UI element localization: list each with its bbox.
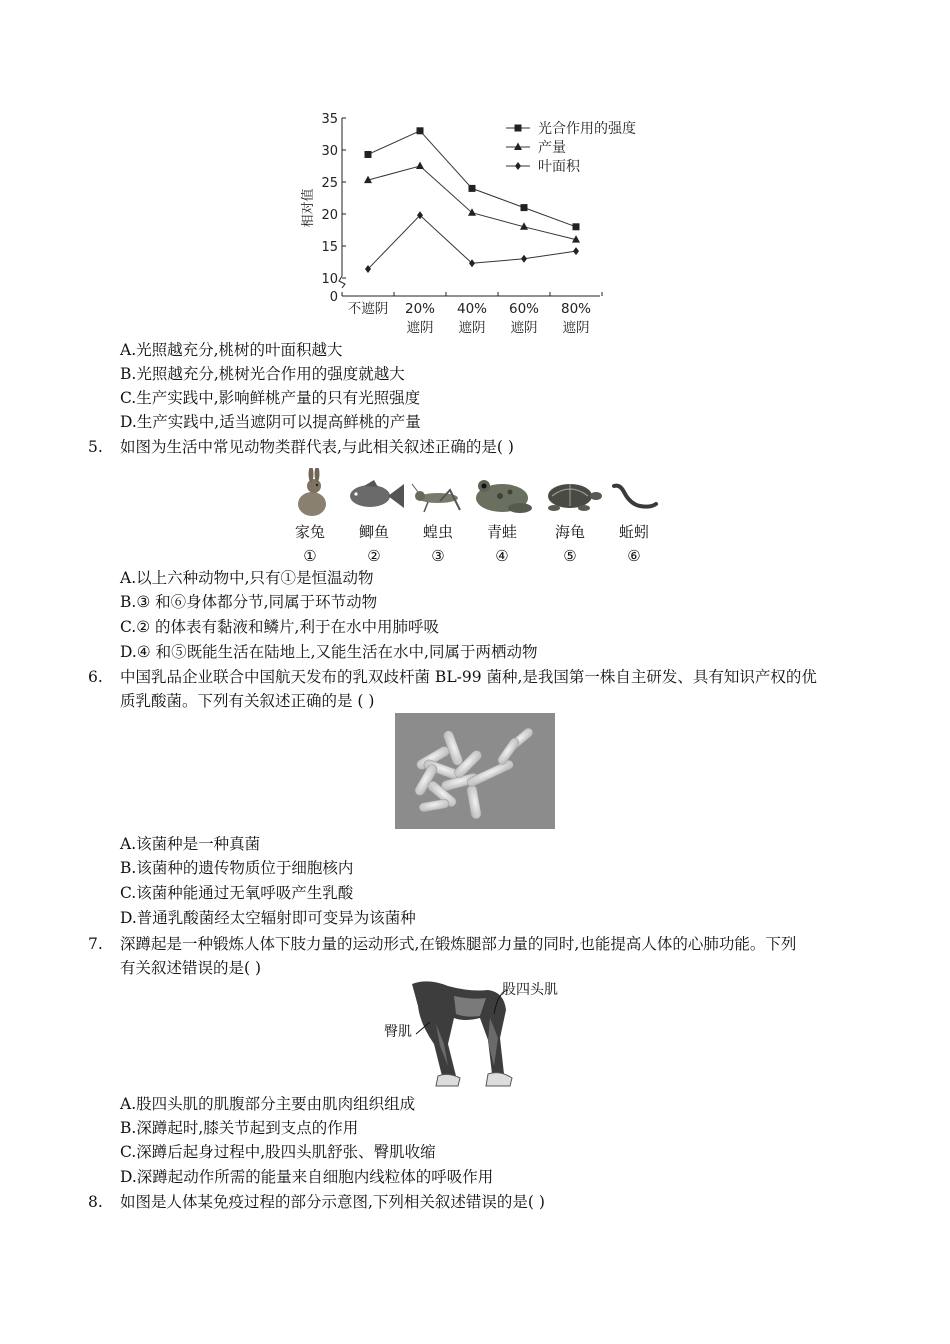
animal-index-3: ③ (431, 547, 445, 565)
y-tick-label: 25 (321, 176, 338, 191)
q7-stem-line1: 深蹲起是一种锻炼人体下肢力量的运动形式,在锻炼腿部力量的同时,也能提高人体的心肺功能。下列 (120, 935, 797, 953)
q5-option-a: A.以上六种动物中,只有①是恒温动物 (120, 569, 374, 587)
legend-label-3: 叶面积 (538, 159, 580, 175)
q4-option-d: D.生产实践中,适当遮阴可以提高鲜桃的产量 (120, 413, 421, 431)
diamond-marker (469, 259, 475, 267)
q7-stem-line2: 有关叙述错误的是( ) (120, 959, 262, 977)
q6-stem-line1: 中国乳品企业联合中国航天发布的乳双歧杆菌 BL-99 菌种,是我国第一株自主研发、具有知识产权的优 (120, 668, 817, 686)
rabbit-icon (292, 468, 332, 518)
bacteria-micrograph (395, 713, 555, 829)
glute-pointer-line (414, 1018, 434, 1038)
frog-icon (470, 472, 534, 516)
q6-number: 6. (88, 668, 103, 686)
earthworm-icon (610, 482, 660, 512)
legend-triangle-marker (514, 143, 522, 151)
gluteus-label: 臀肌 (384, 1024, 412, 1040)
x-tick-label: 遮阴 (510, 320, 538, 336)
animal-index-1: ① (303, 547, 317, 565)
y-tick-label: 20 (321, 208, 338, 223)
animal-name-3: 蝗虫 (422, 523, 453, 541)
square-marker (521, 204, 528, 211)
quadriceps-label: 股四头肌 (502, 982, 558, 998)
legend-label-1: 光合作用的强度 (538, 121, 636, 137)
q4-option-b: B.光照越充分,桃树光合作用的强度就越大 (120, 365, 405, 383)
animal-index-2: ② (367, 547, 381, 565)
q4-option-c: C.生产实践中,影响鲜桃产量的只有光照强度 (120, 389, 421, 407)
q5-option-c: C.② 的体表有黏液和鳞片,利于在水中用肺呼吸 (120, 618, 439, 636)
animal-name-5: 海龟 (554, 523, 585, 541)
q7-option-c: C.深蹲后起身过程中,股四头肌舒张、臀肌收缩 (120, 1143, 436, 1161)
q6-option-c: C.该菌种能通过无氧呼吸产生乳酸 (120, 884, 354, 902)
q5-stem: 如图为生活中常见动物类群代表,与此相关叙述正确的是( ) (120, 438, 514, 456)
animal-index-5: ⑤ (563, 547, 577, 565)
x-tick-label: 80% (560, 301, 592, 317)
q5-option-b: B.③ 和⑥身体都分节,同属于环节动物 (120, 593, 378, 611)
animal-figure (280, 468, 670, 568)
q6-stem-line2: 质乳酸菌。下列有关叙述正确的是 ( ) (120, 692, 375, 710)
square-marker (365, 151, 372, 158)
legend-diamond-marker (515, 162, 521, 170)
y-tick-label: 0 (329, 290, 338, 305)
diamond-marker (521, 255, 527, 263)
q8-stem: 如图是人体某免疫过程的部分示意图,下列相关叙述错误的是( ) (120, 1193, 545, 1211)
squat-figure (380, 978, 580, 1090)
triangle-marker (468, 208, 476, 216)
animal-name-2: 鲫鱼 (358, 523, 389, 541)
y-tick-label: 10 (321, 272, 338, 287)
animal-index-4: ④ (495, 547, 509, 565)
q6-option-a: A.该菌种是一种真菌 (120, 835, 261, 853)
animal-name-6: 蚯蚓 (618, 523, 649, 541)
x-tick-label: 遮阴 (406, 320, 434, 336)
q5-number: 5. (88, 438, 103, 456)
q7-option-b: B.深蹲起时,膝关节起到支点的作用 (120, 1119, 359, 1137)
q5-option-d: D.④ 和⑤既能生活在陆地上,又能生活在水中,同属于两栖动物 (120, 643, 538, 661)
x-tick-label: 不遮阴 (347, 301, 389, 317)
animal-name-4: 青蛙 (486, 523, 517, 541)
q4-option-a: A.光照越充分,桃树的叶面积越大 (120, 341, 343, 359)
square-marker (573, 223, 580, 230)
q7-option-a: A.股四头肌的肌腹部分主要由肌肉组织组成 (120, 1095, 416, 1113)
grasshopper-icon (410, 482, 466, 516)
triangle-marker (416, 162, 424, 170)
x-tick-label: 60% (508, 301, 540, 317)
x-tick-label: 遮阴 (562, 320, 590, 336)
x-tick-label: 遮阴 (458, 320, 486, 336)
animal-index-6: ⑥ (627, 547, 641, 565)
line-chart (290, 108, 670, 338)
q8-number: 8. (88, 1193, 103, 1211)
diamond-marker (573, 247, 579, 255)
x-tick-label: 40% (456, 301, 488, 317)
x-tick-label: 20% (404, 301, 436, 317)
series-line-2 (368, 166, 576, 240)
q7-number: 7. (88, 935, 103, 953)
y-axis-label: 相对值 (301, 188, 316, 228)
square-marker (417, 127, 424, 134)
fish-icon (346, 478, 406, 514)
q6-option-b: B.该菌种的遗传物质位于细胞核内 (120, 859, 354, 877)
square-marker (469, 185, 476, 192)
q7-option-d: D.深蹲起动作所需的能量来自细胞内线粒体的呼吸作用 (120, 1168, 494, 1186)
legend-square-marker (515, 125, 522, 132)
y-tick-label: 15 (321, 240, 338, 255)
animal-name-1: 家兔 (294, 523, 325, 541)
turtle-icon (538, 478, 602, 516)
y-tick-label: 30 (321, 144, 338, 159)
y-tick-label: 35 (321, 112, 338, 127)
q6-option-d: D.普通乳酸菌经太空辐射即可变异为该菌种 (120, 909, 416, 927)
legend-label-2: 产量 (538, 140, 566, 156)
